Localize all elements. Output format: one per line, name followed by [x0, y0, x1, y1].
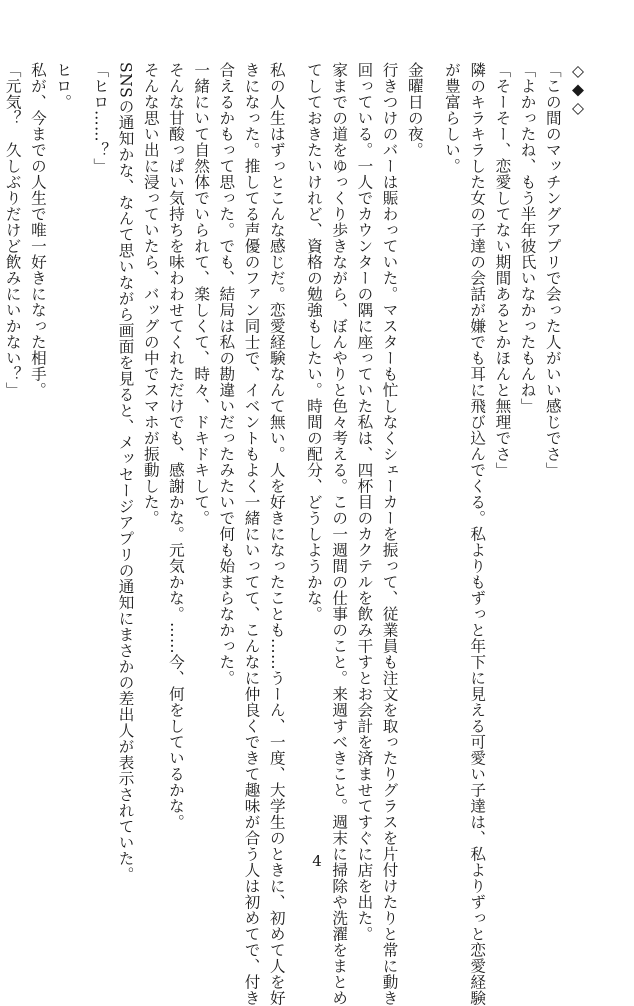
text-line: きになった。推してる声優のファン同士で、イベントもよく一緒にいってて、こんなに仲良くできて趣味が合う人は初めてで、付き	[242, 62, 261, 1006]
text-line: 隣のキラキラした女の子達の会話が嫌でも耳に飛び込んでくる。私よりもずっと年下に見える可愛い子達は、私よりずっと恋愛経験	[468, 62, 487, 1006]
page-number: 4	[312, 852, 322, 870]
text-line: 「よかったね、もう半年彼氏いなかったもんね」	[518, 62, 537, 414]
text-line: 行きつけのバーは賑わっていた。マスターも忙しなくシェーカーを振って、従業員も注文を取ったりグラスを片付けたりと常に動き	[380, 62, 399, 1006]
text-line: 金曜日の夜。	[405, 62, 424, 158]
text-line: が豊富らしい。	[442, 62, 461, 174]
text-line: 回っている。一人でカウンターの隅に座っていた私は、四杯目のカクテルを飲み干すとお会計を済ませてすぐに店を出た。	[355, 62, 374, 942]
text-line: てしておきたいけれど、資格の勉強もしたい。時間の配分、どうしようかな。	[304, 62, 323, 622]
text-line: ヒロ。	[54, 62, 73, 110]
text-line: 合えるかもって思った。でも、結局は私の勘違いだったみたいで何も始まらなかった。	[217, 62, 236, 686]
vertical-text-body	[0, 62, 590, 1006]
text-line: SNSの通知かな、なんて思いながら画面を見ると、メッセージアプリの通知にまさかの差出人が表示されていた。	[116, 62, 135, 883]
text-line: 私の人生はずっとこんな感じだ。恋愛経験なんて無い。人を好きになったことも……うーん、一度、大学生のときに、初めて人を好	[267, 62, 286, 1006]
blank-line	[427, 62, 439, 842]
text-line: ◇◆◇	[569, 62, 587, 118]
text-line: 私が、今までの人生で唯一好きになった相手。	[28, 62, 47, 398]
blank-line	[289, 62, 301, 842]
text-line: 一緒にいて自然体でいられて、楽しくて、時々、ドキドキして。	[192, 62, 211, 526]
text-line: 「元気？ 久しぶりだけど飲みにいかない？」	[3, 62, 22, 398]
text-line: 「ヒロ……？」	[91, 62, 110, 174]
text-line: そんな思い出に浸っていたら、バッグの中でスマホが振動した。	[141, 62, 160, 526]
blank-line	[75, 62, 87, 842]
text-line: そんな甘酸っぱい気持ちを味わわせてくれただけでも、感謝かな。元気かな。……今、何をしているかな。	[166, 62, 185, 830]
text-line: 「そーそー、恋愛してない期間あるとかほんと無理でさ」	[493, 62, 512, 478]
text-line: 「この間のマッチングアプリで会った人がいい感じでさ」	[543, 62, 562, 478]
text-line: 家までの道をゆっくり歩きながら、ぼんやりと色々考える。この一週間の仕事のこと。来週すべきこと。週末に掃除や洗濯をまとめ	[330, 62, 349, 1006]
